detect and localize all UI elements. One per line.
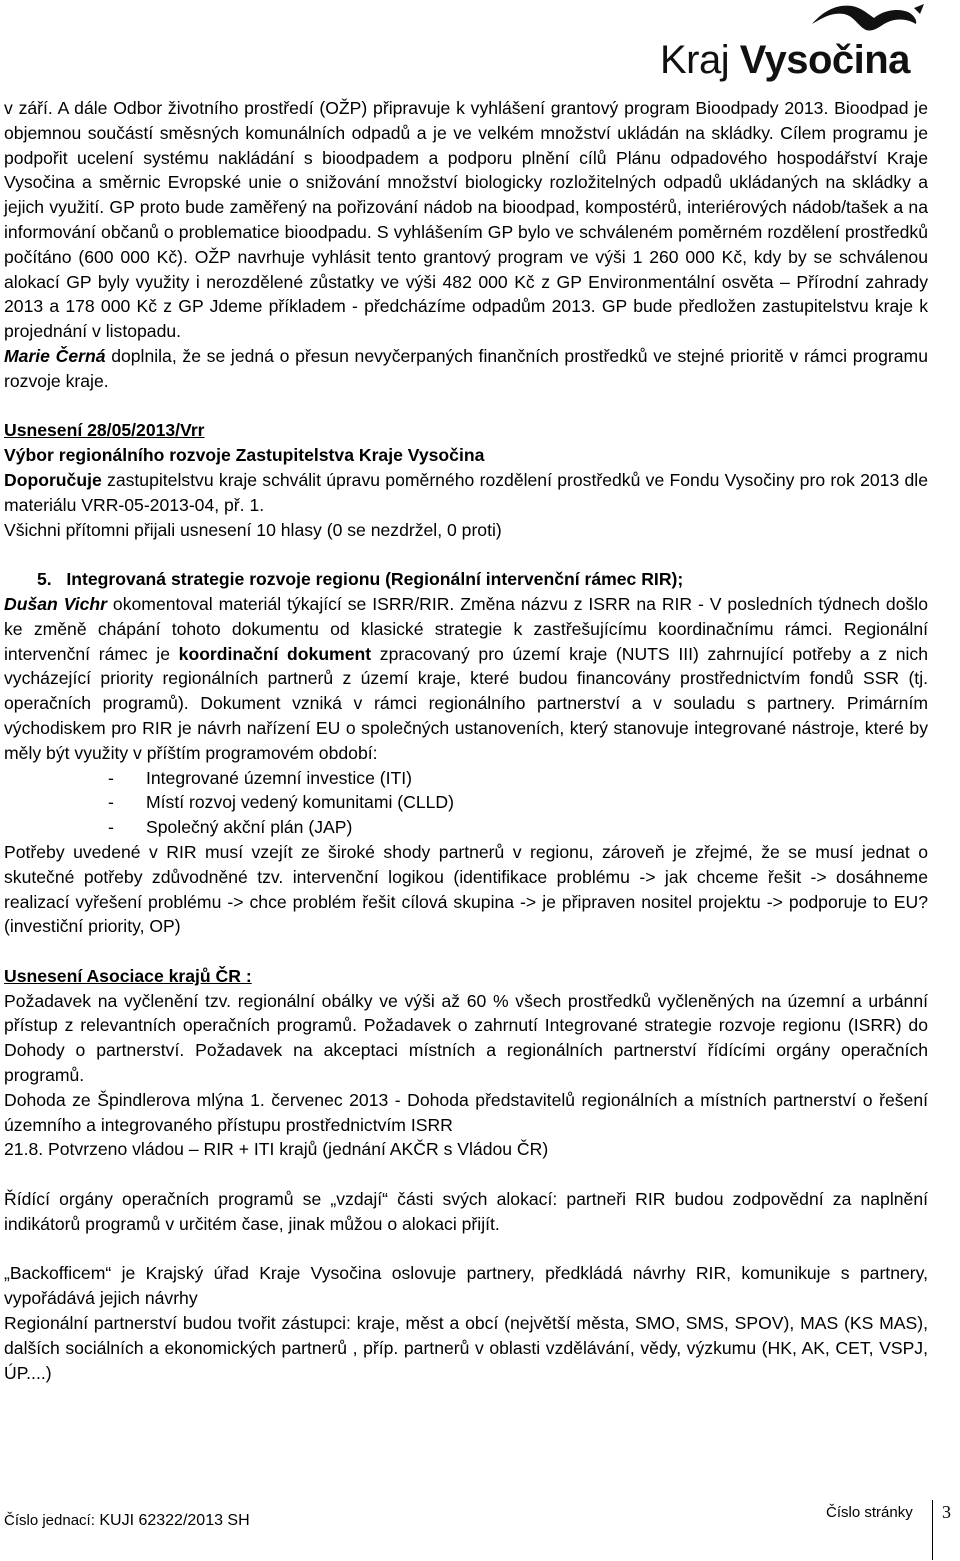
logo-vysocina-text: Vysočina <box>739 38 910 82</box>
item-number: 5. <box>37 569 52 590</box>
paragraph-government: 21.8. Potvrzeno vládou – RIR + ITI krajů (jednání AKČR s Vládou ČR) <box>4 1139 549 1160</box>
paragraph-partnerships: Regionální partnerství budou tvořit zástupci: kraje, měst a obcí (největší města, SMO, SMS, SPOV), MAS (KS MAS), dalších sociálních a ekonomických partnerů , příp. partnerů v oblasti vzdělávání, vědy, výzkumu (HK, AK, CET, VSPJ, ÚP....) <box>4 1313 928 1383</box>
list-item: - Integrované územní investice (ITI) <box>108 767 412 788</box>
vote-result: Všichni přítomni přijali usnesení 10 hlasy (0 se nezdržel, 0 proti) <box>4 519 502 540</box>
reference-label: Číslo jednací: <box>4 1512 95 1529</box>
paragraph-text: okomentoval materiál týkající se ISRR/RIR. Změna názvu z ISRR na RIR - V posledních týdnech došlo ke změně chápání tohoto dokumentu od klasické strategie k zastřešujícímu koordinačnímu rámci. Regionální intervenční rámec je <box>4 593 928 664</box>
page-footer <box>4 1500 956 1560</box>
paragraph-text: zpracovaný pro území kraje (NUTS III) zahrnující potřeby a z nich vycházející priority regionálních partnerů z území kraje, které budou financovány prostřednictvím fondů SSR (tj. operačních programů). Dokument vzniká v rámci regionálního partnerství a v souladu s partnery. Primárním východiskem pro RIR je návrh nařízení EU o společných ustanoveních, který stanovuje integrované nástroje, které by měly být využity v příštím programovém období: <box>4 643 928 763</box>
paragraph-spindleruv-mlyn: Dohoda ze Špindlerova mlýna 1. červenec 2013 - Dohoda představitelů regionálních a místních partnerství o řešení územního a integrovaného přístupu prostřednictvím ISRR <box>4 1089 928 1135</box>
resolution-title: Usnesení 28/05/2013/Vrr <box>4 420 205 441</box>
document-body <box>4 96 928 1385</box>
item-title: Integrovaná strategie rozvoje regionu (Regionální intervenční rámec RIR); <box>66 569 684 590</box>
recommend-word: Doporučuje <box>4 469 102 490</box>
paragraph-managing-bodies: Řídící orgány operačních programů se „vzdají“ části svých alokací: partneři RIR budou zodpovědní za naplnění indikátorů programů v určitém čase, jinak můžou o alokaci přijít. <box>4 1189 928 1234</box>
list-item: - Společný akční plán (JAP) <box>108 817 353 838</box>
paragraph-recommendation <box>4 468 928 518</box>
paragraph-text: zastupitelstvu kraje schválit úpravu poměrného rozdělení prostředků ve Fondu Vysočiny pro rok 2013 dle materiálu VRR-05-2013-04, př. 1. <box>4 469 928 515</box>
reference-value: KUJI 62322/2013 SH <box>94 1512 250 1529</box>
speaker-name: Marie Černá <box>4 345 106 366</box>
agenda-item-5 <box>4 567 928 592</box>
bold-phrase: koordinační dokument <box>178 643 372 664</box>
reference-number <box>4 1512 250 1530</box>
paragraph-needs: Potřeby uvedené v RIR musí vzejít ze široké shody partnerů v regionu, zároveň je zřejmé, že se musí jednat o skutečné potřeby zdůvodněné tzv. intervenční logikou (identifikace problému -> jak chceme řešit -> dosáhneme realizací vyřešení problému -> chce problém řešit cílová skupina -> je připraven nositel projektu -> podporuje to EU? (investiční priority, OP) <box>4 841 928 937</box>
kraj-vysocina-logo <box>662 2 942 90</box>
paragraph-text: doplnila, že se jedná o přesun nevyčerpaných finančních prostředků ve stejné prioritě v rámci programu rozvoje kraje. <box>4 345 928 391</box>
logo-kraj-text: Kraj <box>660 38 730 82</box>
page-number: 3 <box>942 1502 951 1522</box>
list-item: - Místí rozvoj vedený komunitami (CLLD) <box>108 792 454 813</box>
paragraph-requirements: Požadavek na vyčlenění tzv. regionální obálky ve výši až 60 % všech prostředků vyčleněných na územní a urbánní přístup z relevantních operačních programů. Požadavek o zahrnutí Integrované strategie rozvoje regionu (ISRR) do Dohody o partnerství. Požadavek na akceptaci místních a regionálních partnerství řídícími orgány operačních programů. <box>4 990 928 1086</box>
paragraph-backoffice: „Backofficem“ je Krajský úřad Kraje Vysočina oslovuje partnery, předkládá návrhy RIR, komunikuje s partnery, vypořádává jejich návrhy <box>4 1263 928 1309</box>
speaker-name: Dušan Vichr <box>4 593 108 614</box>
footer-divider <box>932 1500 933 1560</box>
paragraph-dusan-vichr <box>4 592 928 766</box>
paragraph-bioodpady: v září. A dále Odbor životního prostředí (OŽP) připravuje k vyhlášení grantový program Bioodpady 2013. Bioodpad je objemnou součástí směsných komunálních odpadů a je ve velkém množství ukládán na skládky. Cílem programu je podpořit ucelení systému nakládání s bioodpadem a podporu plnění cílů Plánu odpadového hospodářství Kraje Vysočina a směrnic Evropské unie o snižování množství biologicky rozložitelných odpadů ukládaných na skládky a jejich využití. GP proto bude zaměřený na pořizování nádob na bioodpad, kompostérů, interiérových nádob/tašek a na informování občanů o problematice bioodpadu. S vyhlášením GP bylo ve schváleném poměrném rozdělení prostředků počítáno (600 000 Kč). OŽP navrhuje vyhlásit tento grantový program ve výši 1 260 000 Kč, kdy by se schválenou alokací GP byly využity i nerozdělené zůstatky ve výši 482 000 Kč z GP Environmentální osvěta – Přírodní zahrady 2013 a 178 000 Kč z GP Jdeme příkladem - předcházíme odpadům 2013. GP bude předložen zastupitelstvu kraje k projednání v listopadu. <box>4 98 928 342</box>
paragraph-marie-cerna <box>4 344 928 394</box>
asociace-resolution-title: Usnesení Asociace krajů ČR : <box>4 965 252 986</box>
instrument-list <box>4 766 928 840</box>
page-label: Číslo stránky <box>826 1504 913 1521</box>
committee-name: Výbor regionálního rozvoje Zastupitelstva Kraje Vysočina <box>4 445 485 466</box>
